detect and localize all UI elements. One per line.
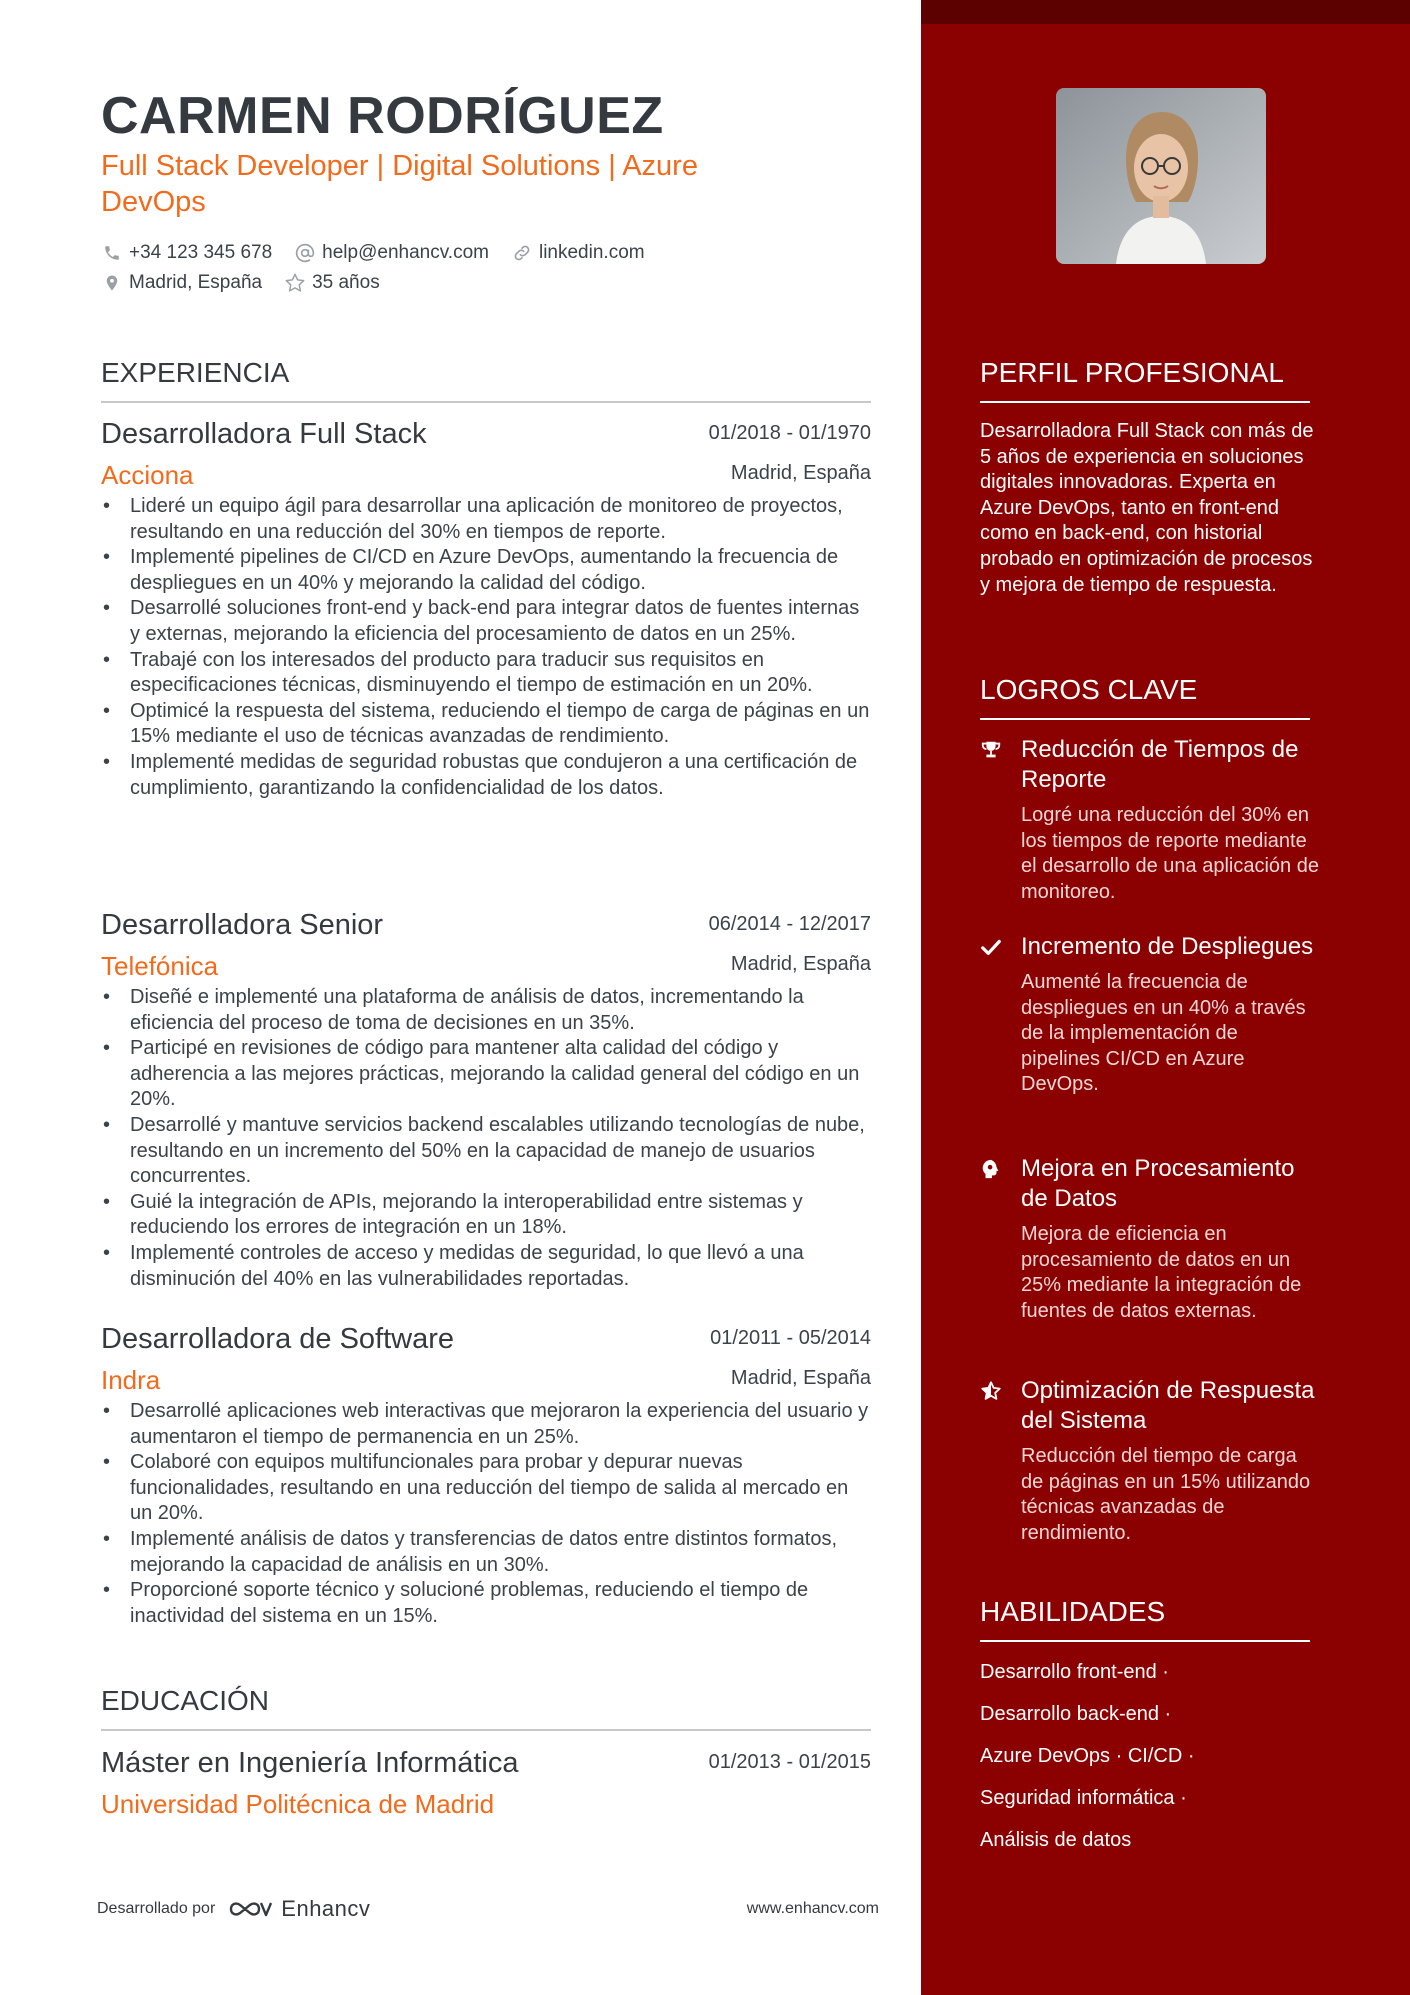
job-location: Madrid, España bbox=[730, 462, 871, 484]
skills-heading: HABILIDADES bbox=[980, 1596, 1310, 1642]
job-entry bbox=[101, 418, 871, 801]
phone-icon bbox=[101, 242, 123, 264]
bullet-item: • Implementé análisis de datos y transferencias de datos entre distintos formatos, mejorando la capacidad de análisis en un 30%. bbox=[101, 1527, 871, 1578]
skill-item: Desarrollo back-end · bbox=[980, 1703, 1172, 1725]
email-text: help@enhancv.com bbox=[322, 242, 489, 263]
achievement-item bbox=[980, 1376, 1320, 1546]
footer-credit bbox=[97, 1896, 370, 1922]
sidebar-top-band bbox=[921, 0, 1410, 24]
bullet-item: • Desarrollé soluciones front-end y back-end para integrar datos de fuentes internas y externas, mejorando la eficiencia del procesamiento de datos en un 25%. bbox=[101, 596, 871, 647]
job-dates: 01/2011 - 05/2014 bbox=[710, 1327, 871, 1349]
contact-email[interactable] bbox=[294, 242, 489, 264]
location-text: Madrid, España bbox=[129, 272, 263, 293]
bullet-item: • Implementé controles de acceso y medidas de seguridad, lo que llevó a una disminución del 40% en las vulnerabilidades reportadas. bbox=[101, 1241, 871, 1292]
enhancv-logo-icon bbox=[227, 1897, 275, 1921]
job-bullets bbox=[101, 985, 871, 1292]
profile-summary: Desarrolladora Full Stack con más de 5 años de experiencia en soluciones digitales innovadoras. Experta en Azure DevOps, tanto en front-end como en back-end, con historial probado en optimización de procesos y mejora de tiempo de respuesta. bbox=[980, 420, 1314, 596]
job-dates: 01/2018 - 01/1970 bbox=[708, 422, 871, 444]
achievement-desc: Logré una reducción del 30% en los tiempos de reporte mediante el desarrollo de una aplicación de monitoreo. bbox=[1021, 804, 1319, 903]
achievement-title: Incremento de Despliegues bbox=[1021, 933, 1314, 960]
job-bullets bbox=[101, 1399, 871, 1629]
achievement-item bbox=[980, 932, 1320, 1098]
bullet-item: • Colaboré con equipos multifuncionales para probar y depurar nuevas funcionalidades, resultando en una reducción del tiempo de salida al mercado en un 20%. bbox=[101, 1450, 871, 1527]
contact-linkedin[interactable] bbox=[511, 242, 645, 264]
linkedin-text: linkedin.com bbox=[538, 242, 645, 263]
bullet-item: • Desarrollé y mantuve servicios backend escalables utilizando tecnologías de nube, resultando en un incremento del 50% en la capacidad de manejo de usuarios concurrentes. bbox=[101, 1113, 871, 1190]
at-icon bbox=[294, 242, 316, 264]
degree-title: Máster en Ingeniería Informática bbox=[101, 1747, 519, 1779]
made-by-text: Desarrollado por bbox=[97, 1900, 216, 1917]
bullet-item: • Lideré un equipo ágil para desarrollar una aplicación de monitoreo de proyectos, resultando en una reducción del 30% en tiempos de reporte. bbox=[101, 494, 871, 545]
skill-item: Desarrollo front-end · bbox=[980, 1661, 1169, 1683]
job-location: Madrid, España bbox=[730, 953, 871, 975]
achievement-title: Optimización de Respuesta del Sistema bbox=[1021, 1377, 1315, 1434]
brand-name: Enhancv bbox=[281, 1896, 371, 1921]
footer-url[interactable]: www.enhancv.com bbox=[746, 1900, 879, 1917]
job-title: Desarrolladora de Software bbox=[101, 1323, 455, 1355]
achievement-desc: Aumenté la frecuencia de despliegues en un 40% a través de la implementación de pipelines CI/CD en Azure DevOps. bbox=[1021, 971, 1306, 1096]
job-bullets bbox=[101, 494, 871, 801]
bullet-item: • Proporcioné soporte técnico y solucioné problemas, reduciendo el tiempo de inactividad del sistema en un 15%. bbox=[101, 1578, 871, 1629]
skill-item: Seguridad informática · bbox=[980, 1787, 1187, 1809]
job-company: Indra bbox=[101, 1365, 161, 1395]
bullet-item: • Implementé pipelines de CI/CD en Azure DevOps, aumentando la frecuencia de despliegues en un 40% y mejorando la calidad del código. bbox=[101, 545, 871, 596]
job-title: Desarrolladora Full Stack bbox=[101, 418, 427, 450]
school-name: Universidad Politécnica de Madrid bbox=[101, 1789, 495, 1819]
star-half-icon bbox=[980, 1380, 1002, 1402]
candidate-name: CARMEN RODRÍGUEZ bbox=[101, 87, 664, 145]
candidate-headline: Full Stack Developer | Digital Solutions | Azure DevOps bbox=[101, 150, 698, 218]
achievement-title: Reducción de Tiempos de Reporte bbox=[1021, 736, 1299, 793]
job-company: Acciona bbox=[101, 460, 194, 490]
achievement-title: Mejora en Procesamiento de Datos bbox=[1021, 1155, 1295, 1212]
experience-heading: EXPERIENCIA bbox=[101, 357, 871, 403]
skill-item: Azure DevOps · CI/CD · bbox=[980, 1745, 1195, 1767]
achievement-item bbox=[980, 1154, 1320, 1324]
bullet-item: • Optimicé la respuesta del sistema, reduciendo el tiempo de carga de páginas en un 15% mediante el uso de técnicas avanzadas de rendimiento. bbox=[101, 699, 871, 750]
contact-age bbox=[284, 272, 380, 294]
bullet-item: • Guié la integración de APIs, mejorando la interoperabilidad entre sistemas y reduciendo los errores de integración en un 18%. bbox=[101, 1190, 871, 1241]
bullet-item: • Diseñé e implementé una plataforma de análisis de datos, incrementando la eficiencia del proceso de toma de decisiones en un 35%. bbox=[101, 985, 871, 1036]
check-icon bbox=[980, 936, 1002, 958]
achievement-item bbox=[980, 735, 1320, 905]
skill-item: Análisis de datos bbox=[980, 1829, 1132, 1851]
contact-info bbox=[101, 238, 791, 298]
education-entry bbox=[101, 1747, 871, 1823]
bullet-item: • Trabajé con los interesados del producto para traducir sus requisitos en especificaciones técnicas, disminuyendo el tiempo de estimación en un 20%. bbox=[101, 648, 871, 699]
job-entry bbox=[101, 1323, 871, 1629]
trophy-icon bbox=[980, 739, 1002, 761]
job-title: Desarrolladora Senior bbox=[101, 909, 384, 941]
contact-phone[interactable] bbox=[101, 242, 272, 264]
job-company: Telefónica bbox=[101, 951, 219, 981]
job-dates: 06/2014 - 12/2017 bbox=[708, 913, 871, 935]
achievements-heading: LOGROS CLAVE bbox=[980, 674, 1310, 720]
star-icon bbox=[284, 272, 306, 294]
education-dates: 01/2013 - 01/2015 bbox=[708, 1751, 871, 1773]
bullet-item: • Desarrollé aplicaciones web interactivas que mejoraron la experiencia del usuario y aumentaron el tiempo de permanencia en un 25%. bbox=[101, 1399, 871, 1450]
contact-location bbox=[101, 272, 262, 294]
achievement-desc: Mejora de eficiencia en procesamiento de datos en un 25% mediante la integración de fuentes de datos externas. bbox=[1021, 1223, 1302, 1322]
age-text: 35 años bbox=[312, 272, 380, 293]
bullet-item: • Participé en revisiones de código para mantener alta calidad del código y adherencia a las mejores prácticas, mejorando la calidad general del código en un 20%. bbox=[101, 1036, 871, 1113]
profile-heading: PERFIL PROFESIONAL bbox=[980, 357, 1310, 403]
job-entry bbox=[101, 909, 871, 1292]
achievement-desc: Reducción del tiempo de carga de páginas en un 15% utilizando técnicas avanzadas de rendimiento. bbox=[1021, 1445, 1311, 1544]
education-heading: EDUCACIÓN bbox=[101, 1685, 871, 1731]
bullet-item: • Implementé medidas de seguridad robustas que condujeron a una certificación de cumplimiento, garantizando la confidencialidad de los datos. bbox=[101, 750, 871, 801]
profile-photo bbox=[1056, 88, 1266, 264]
map-pin-icon bbox=[101, 272, 123, 294]
brain-icon bbox=[980, 1158, 1002, 1180]
phone-text: +34 123 345 678 bbox=[129, 242, 273, 263]
job-location: Madrid, España bbox=[730, 1367, 871, 1389]
link-icon bbox=[511, 242, 533, 264]
